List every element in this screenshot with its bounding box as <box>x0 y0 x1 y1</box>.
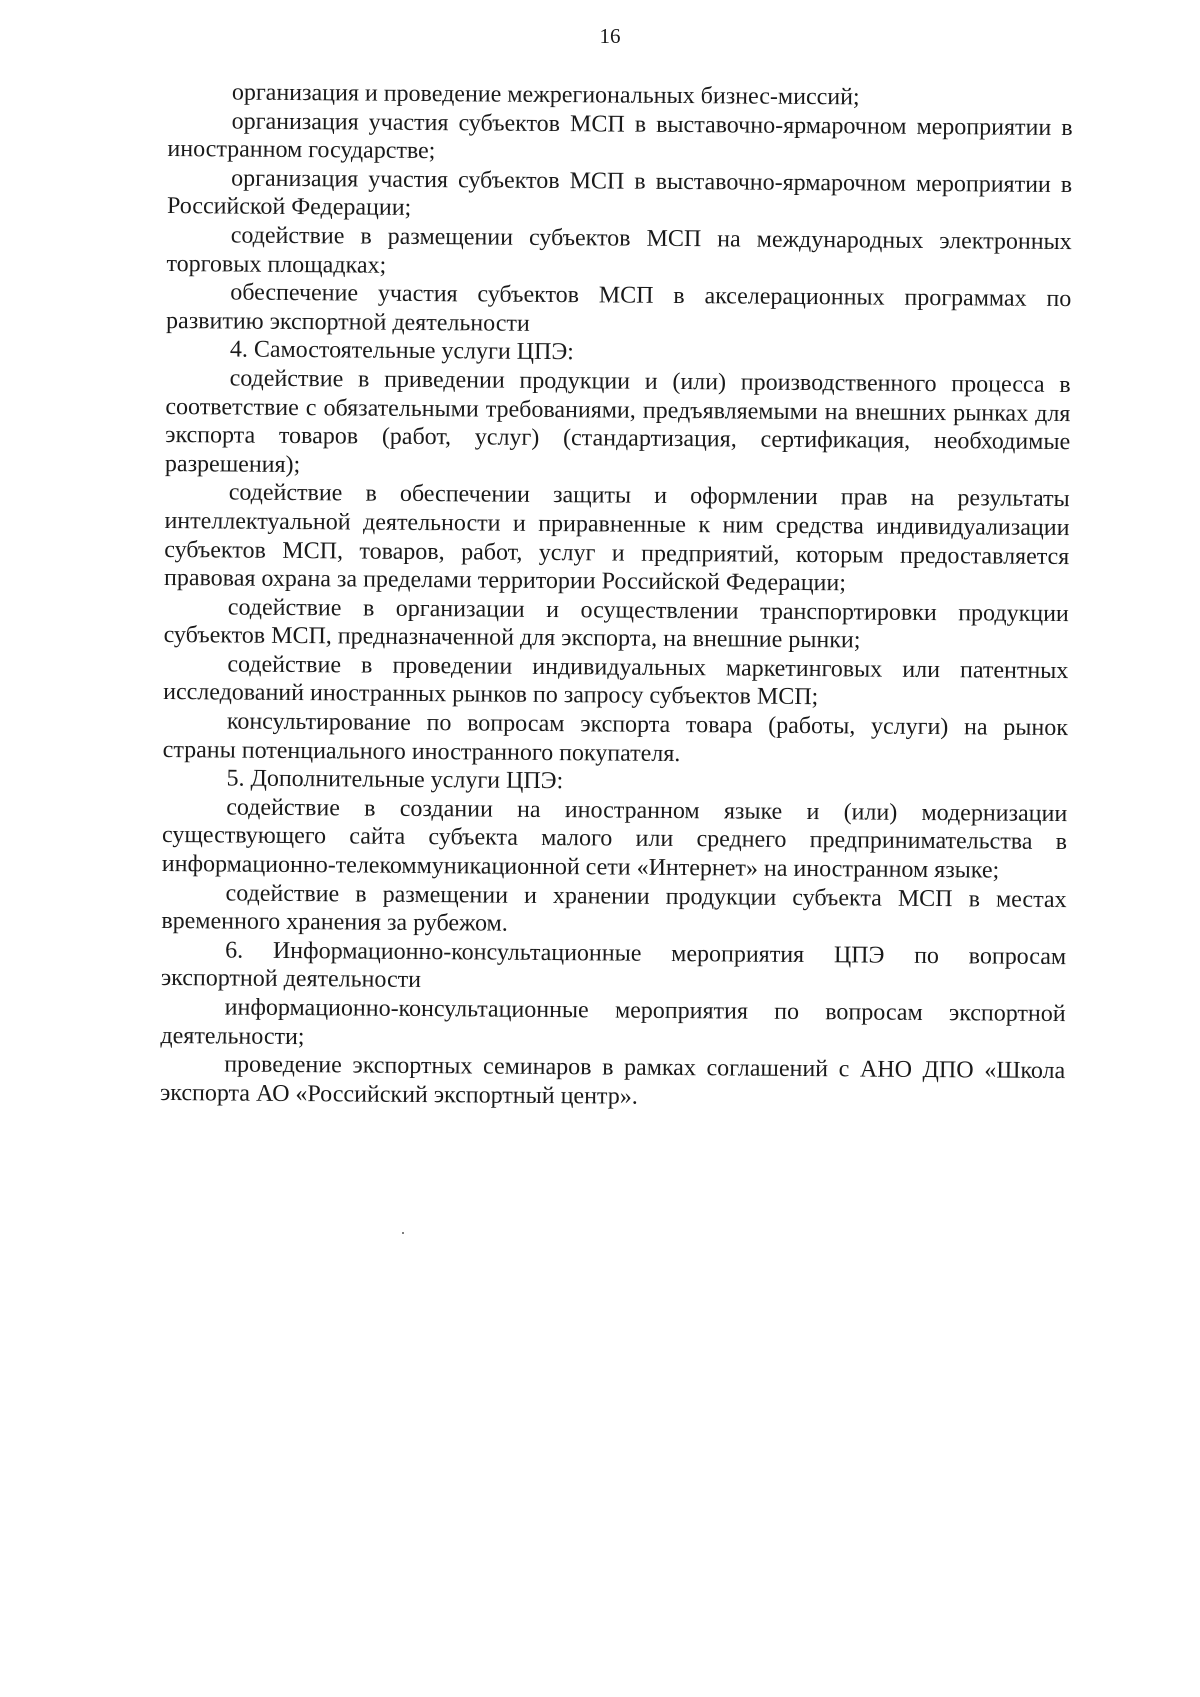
paragraph-line: субъектов МСП, предназначенной для экспорта, на внешние рынки; <box>163 622 861 654</box>
paragraph-line: существующего сайта субъекта малого или среднего предпринимательства в <box>161 822 1068 856</box>
paragraph-line: организация участия субъектов МСП в выставочно-ярмарочном мероприятии в <box>231 165 1073 198</box>
paragraph-line: страны потенциального иностранного покупателя. <box>162 736 681 767</box>
section-heading: 6. Информационно-консультационные мероприятия ЦПЭ по вопросам <box>225 937 1067 970</box>
stray-mark <box>402 1232 404 1234</box>
paragraph-line: содействие в обеспечении защиты и оформлении прав на результаты <box>228 479 1070 513</box>
paragraph-line: информационно-консультационные мероприятия по вопросам экспортной <box>224 994 1066 1028</box>
paragraph-line: организация и проведение межрегиональных бизнес-миссий; <box>231 79 860 111</box>
paragraph-line: проведение экспортных семинаров в рамках соглашений с АНО ДПО «Школа <box>224 1051 1066 1085</box>
paragraph-line: содействие в организации и осуществлении транспортировки продукции <box>227 594 1069 627</box>
paragraph-line: содействие в приведении продукции и (или) производственного процесса в <box>229 365 1071 399</box>
paragraph-line: содействие в размещении субъектов МСП на международных электронных <box>230 222 1072 256</box>
paragraph-line: торговых площадках; <box>166 250 387 279</box>
paragraph-line: консультирование по вопросам экспорта товара (работы, услуги) на рынок <box>226 708 1069 742</box>
paragraph-line: интеллектуальной деятельности и приравненные к ним средства индивидуализации <box>164 507 1070 541</box>
paragraph-line: экспорта товаров (работ, услуг) (стандартизация, сертификация, необходимые <box>165 422 1071 456</box>
paragraph-line: обеспечение участия субъектов МСП в акселерационных программах по <box>230 279 1072 313</box>
section-heading: 4. Самостоятельные услуги ЦПЭ: <box>229 336 574 366</box>
paragraph-line: исследований иностранных рынков по запросу субъектов МСП; <box>163 679 819 711</box>
paragraph-line: временного хранения за рубежом. <box>161 908 508 937</box>
paragraph-line: деятельности; <box>160 1022 305 1050</box>
paragraph-line: информационно-телекоммуникационной сети «Интернет» на иностранном языке; <box>161 851 1000 884</box>
paragraph-line: содействие в создании на иностранном языке и (или) модернизации <box>226 794 1068 827</box>
paragraph-line: правовая охрана за пределами территории Российской Федерации; <box>163 565 847 597</box>
document-body <box>160 78 1073 1114</box>
paragraph-line: организация участия субъектов МСП в выставочно-ярмарочном мероприятии в <box>231 108 1073 141</box>
paragraph-line: экспортной деятельности <box>160 965 422 994</box>
paragraph-line: соответствие с обязательными требованиями, предъявляемыми на внешних рынках для <box>165 393 1071 427</box>
section-heading: 5. Дополнительные услуги ЦПЭ: <box>226 765 564 795</box>
paragraph-line: разрешения); <box>164 450 301 478</box>
paragraph-line: Российской Федерации; <box>166 193 412 222</box>
paragraph-line: субъектов МСП, товаров, работ, услуг и предприятий, которым предоставляется <box>164 536 1070 570</box>
paragraph-line: содействие в размещении и хранении продукции субъекта МСП в местах <box>225 880 1067 913</box>
paragraph-line: экспорта АО «Российский экспортный центр». <box>159 1079 638 1110</box>
paragraph-line: развитию экспортной деятельности <box>165 307 530 337</box>
paragraph-line: иностранном государстве; <box>167 136 436 165</box>
page-number: 16 <box>599 24 621 48</box>
paragraph-line: содействие в проведении индивидуальных маркетинговых или патентных <box>227 651 1069 684</box>
